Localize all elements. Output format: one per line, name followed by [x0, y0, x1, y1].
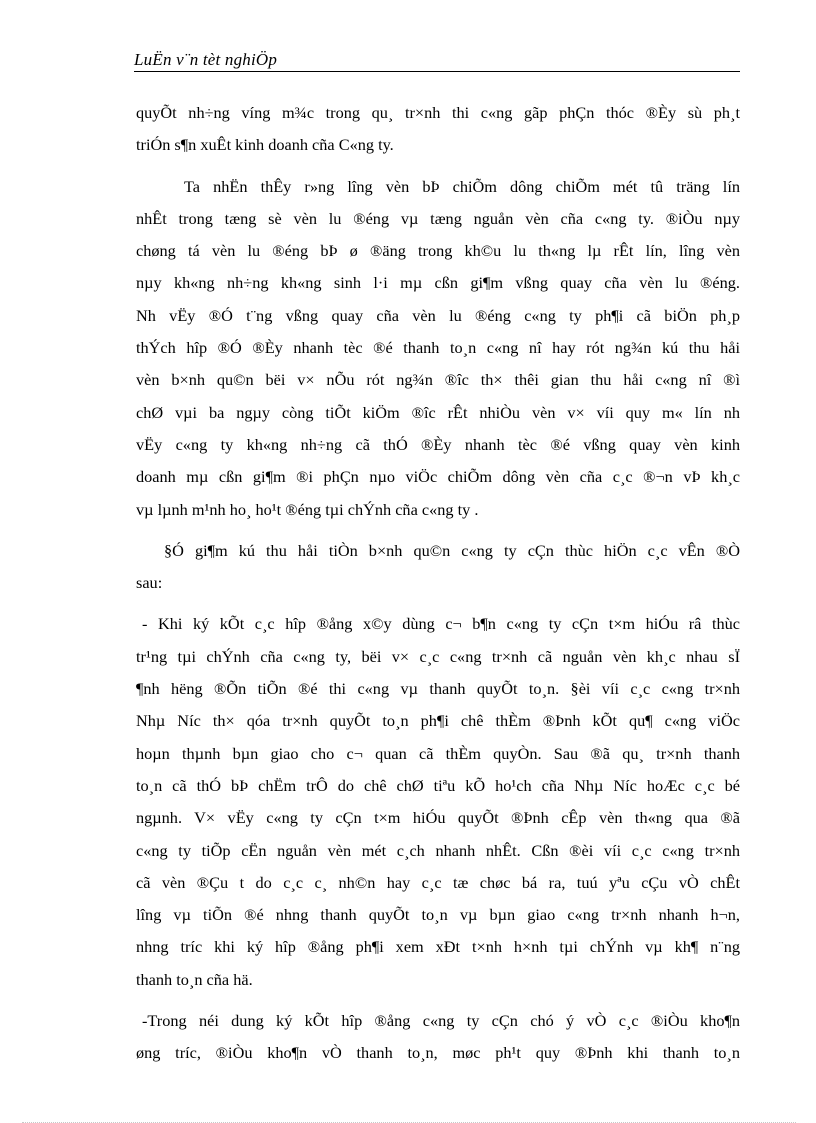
text-line: Ta nhËn thÊy r»ng lîng vèn bÞ chiÕm dông chiÕm mét tû träng lín [184, 176, 740, 196]
text-line: øng tríc, ®iÒu kho¶n vÒ thanh to¸n, møc ph¹t quy ®Þnh khi thanh to¸n [136, 1043, 740, 1063]
text-line: sau: [136, 573, 163, 593]
text-line: thÝch hîp ®Ó ®Èy nhanh tèc ®é thanh to¸n c«ng nî hay rót ng¾n kú thu håi [136, 338, 740, 358]
paragraph-intro-measures [136, 535, 740, 600]
text-line: nhÊt trong tæng sè vèn lu ®éng vµ tæng nguån vèn cña c«ng ty. ®iÒu nµy [136, 208, 740, 228]
text-line: vèn b×nh qu©n bëi v× nÕu rót ng¾n ®îc th× thêi gian thu håi c«ng nî ®ì [136, 370, 740, 390]
text-line: ¶nh hëng ®Õn tiÕn ®é thi c«ng vµ thanh quyÕt to¸n. §èi víi c¸c c«ng tr×nh [136, 679, 740, 699]
text-line: nµy kh«ng nh÷ng kh«ng sinh l·i mµ cßn gi¶m vßng quay cña vèn lu ®éng. [136, 273, 740, 293]
text-line: tr¹ng tµi chÝnh cña c«ng ty, bëi v× c¸c c«ng tr×nh cã nguån vèn kh¸c nhau sÏ [136, 646, 740, 666]
text-line: triÓn s¶n xuÊt kinh doanh cña C«ng ty. [136, 135, 394, 155]
text-line: §Ó gi¶m kú thu håi tiÒn b×nh qu©n c«ng ty cÇn thùc hiÖn c¸c vÊn ®Ò [164, 540, 740, 560]
text-line: doanh mµ cßn gi¶m ®i phÇn nµo viÖc chiÕm dông vèn cña c¸c ®¬n vÞ kh¸c [136, 467, 740, 487]
text-line: vËy c«ng ty kh«ng nh÷ng cã thÓ ®Èy nhanh tèc ®é vßng quay vèn kinh [136, 434, 740, 454]
text-line: Nh vËy ®Ó t¨ng vßng quay cña vèn lu ®éng c«ng ty ph¶i cã biÖn ph¸p [136, 305, 740, 325]
document-body [136, 97, 740, 1079]
paragraph-contract-terms [136, 1005, 740, 1070]
text-line: Nhµ Níc th× qóa tr×nh quyÕt to¸n ph¶i chê thÈm ®Þnh kÕt qu¶ c«ng viÖc [136, 711, 740, 731]
text-line: ngµnh. V× vËy c«ng ty cÇn t×m hiÓu quyÕt ®Þnh cÊp vèn th«ng qua ®ã [136, 808, 740, 828]
paragraph-capital-tied-up [136, 171, 740, 526]
running-header [134, 48, 740, 72]
text-line: - Khi ký kÕt c¸c hîp ®ång x©y dùng c¬ b¶n c«ng ty cÇn t×m hiÓu râ thùc [142, 614, 740, 634]
text-line: vµ lµnh m¹nh ho¸ ho¹t ®éng tµi chÝnh cña c«ng ty . [136, 499, 479, 519]
text-line: c«ng ty tiÕp cËn nguån vèn mét c¸ch nhanh nhÊt. Cßn ®èi víi c¸c c«ng tr×nh [136, 840, 740, 860]
text-line: nhng tríc khi ký hîp ®ång ph¶i xem xÐt t×nh h×nh tµi chÝnh vµ kh¶ n¨ng [136, 937, 740, 957]
text-line: -Trong néi dung ký kÕt hîp ®ång c«ng ty cÇn chó ý vÒ c¸c ®iÒu kho¶n [142, 1011, 740, 1031]
text-line: quyÕt nh÷ng víng m¾c trong qu¸ tr×nh thi c«ng gãp phÇn thóc ®Èy sù ph¸t [136, 103, 740, 122]
text-line: chøng tá vèn lu ®éng bÞ ø ®äng trong kh©u lu th«ng lµ rÊt lín, lîng vèn [136, 241, 740, 261]
text-line: thanh to¸n cña hä. [136, 969, 253, 989]
text-line: hoµn thµnh bµn giao cho c¬ quan cã thÈm quyÒn. Sau ®ã qu¸ tr×nh thanh [136, 743, 740, 763]
text-line: cã vèn ®Çu t do c¸c c¸ nh©n hay c¸c tæ chøc bá ra, tuú yªu cÇu vÒ chÊt [136, 872, 740, 892]
text-line: lîng vµ tiÕn ®é nhng thanh quyÕt to¸n vµ bµn giao c«ng tr×nh nhanh h¬n, [136, 905, 740, 925]
text-line: to¸n cã thÓ bÞ chËm trÔ do chê chØ tiªu kÕ ho¹ch cña Nhµ Níc hoÆc c¸c bé [136, 775, 740, 795]
paragraph-contract-signing [136, 608, 740, 996]
paragraph-continuation [136, 97, 740, 162]
running-header-title: LuËn v¨n tèt nghiÖp [134, 50, 278, 69]
text-line: chØ vµi ba ngµy còng tiÕt kiÖm ®îc rÊt nhiÒu vèn v× víi quy m« lín nh [136, 402, 740, 422]
